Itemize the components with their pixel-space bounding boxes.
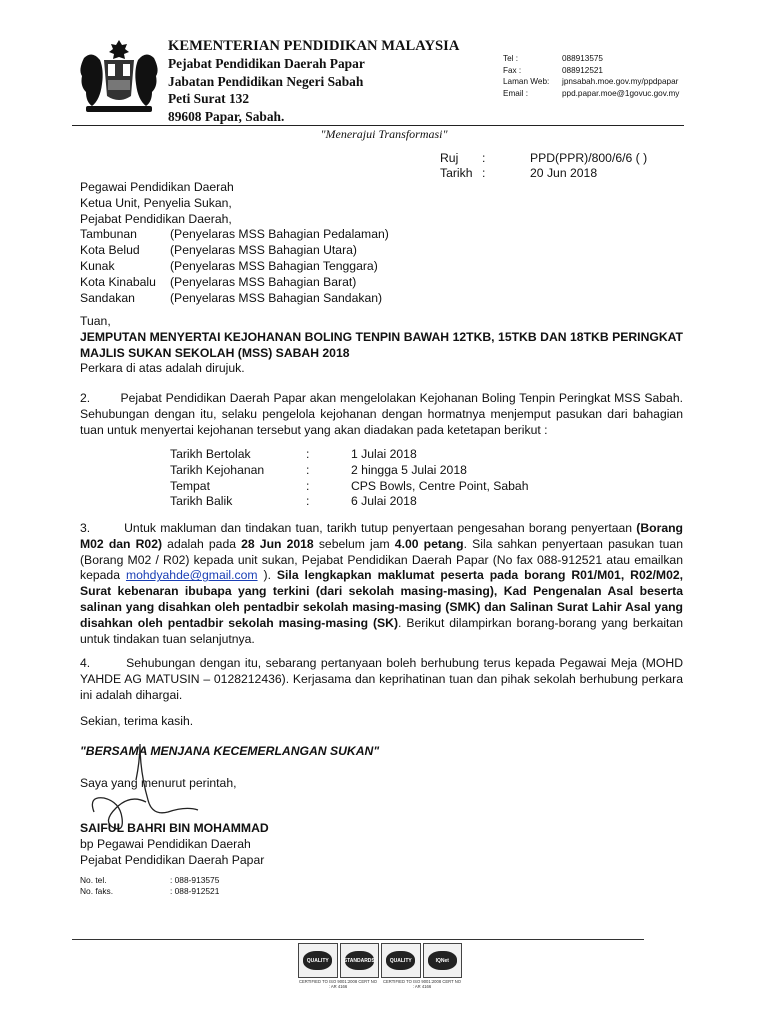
para3-bold: (Borang M02 dan R02) [80, 521, 683, 551]
schedule-label: Tempat [170, 478, 210, 493]
postal-address: 89608 Papar, Sabah. [168, 108, 285, 124]
schedule-value: 2 hingga 5 Julai 2018 [351, 462, 467, 477]
paragraph-2: 2. Pejabat Pendidikan Daerah Papar akan mengelolakan Kejohanan Boling Tenpin Peringkat MSS Sabah. Sehubungan dengan itu, selaku pengelola kejohanan dengan hormatnya menjemput pasukan dari bahagian tuan untuk menyertai kejohanan tersebut yang akan diadakan pada ketetapan berikut : [80, 391, 683, 437]
web-label: Laman Web: [503, 77, 550, 87]
district-place: Sandakan [80, 290, 135, 305]
department-name: Jabatan Pendidikan Negeri Sabah [168, 73, 364, 89]
reference-block [440, 151, 647, 181]
email-link[interactable]: mohdyahde@gmail.com [125, 568, 258, 583]
district-row [80, 243, 389, 259]
cert-badge-text: QUALITY [306, 957, 329, 964]
schedule-row [170, 479, 529, 495]
tarikh-colon: : [482, 166, 486, 180]
tarikh-label: Tarikh [440, 166, 473, 180]
district-role: (Penyelaras MSS Bahagian Sandakan) [170, 290, 383, 305]
recipient-line: Ketua Unit, Penyelia Sukan, [80, 195, 232, 210]
schedule-label: Tarikh Balik [170, 494, 233, 509]
schedule-colon: : [306, 462, 310, 477]
district-role: (Penyelaras MSS Bahagian Barat) [170, 274, 357, 289]
cert-badge [423, 943, 463, 978]
tarikh-value: 20 Jun 2018 [530, 166, 598, 180]
certification-logos [298, 943, 462, 978]
para3-text: . Sila sahkan penyertaan pasukan tuan (Borang M02 / R02) kepada unit sukan, Pejabat Pendidikan Daerah Papar (No fax 088-912521 atau emailkan kepada [80, 536, 683, 583]
signatory-block [80, 821, 683, 868]
fax-value: 088912521 [562, 65, 603, 75]
obey-line: Saya yang menurut perintah, [80, 776, 237, 790]
recipient-line: Pejabat Pendidikan Daerah, [80, 211, 232, 226]
schedule-row [170, 494, 529, 510]
paragraph-3 [80, 521, 683, 647]
schedule-colon: : [306, 494, 310, 509]
district-place: Kunak [80, 258, 115, 273]
signatory-title: bp Pegawai Pendidikan Daerah [80, 836, 251, 851]
footer-divider [72, 939, 644, 940]
schedule-colon: : [306, 447, 310, 461]
cert-text-right: CERTIFIED TO ISO 9001:2008 CERT NO : AR 4166 [382, 979, 462, 989]
cert-badge [340, 943, 380, 978]
web-value: jpnsabah.moe.gov.my/ppdpapar [562, 77, 679, 87]
district-row [80, 291, 389, 307]
schedule-value: 1 Julai 2018 [351, 447, 417, 461]
header-divider [72, 125, 684, 126]
cert-badge-text: IQNet [435, 957, 449, 964]
district-row [80, 275, 389, 291]
fax-label: No. faks. [80, 885, 114, 896]
para3-text: adalah pada [162, 536, 242, 551]
district-role: (Penyelaras MSS Bahagian Tenggara) [170, 258, 378, 273]
schedule-row [170, 463, 529, 479]
deadline-date: 28 Jun 2018 [241, 536, 314, 551]
letter-subject: JEMPUTAN MENYERTAI KEJOHANAN BOLING TENPIN BAWAH 12TKB, 15TKB DAN 18TKB PERINGKAT MAJLIS SUKAN SEKOLAH (MSS) SABAH 2018 [80, 329, 683, 360]
schedule-colon: : [306, 478, 310, 493]
referral-line: Perkara di atas adalah dirujuk. [80, 361, 245, 376]
deadline-time: 4.00 petang [394, 536, 464, 551]
cert-badge [298, 943, 338, 978]
contact-block [503, 53, 679, 99]
salutation: Tuan, [80, 314, 111, 328]
tel-label: No. tel. [80, 875, 107, 885]
tel-value: : 088-913575 [170, 875, 220, 885]
signatory-office: Pejabat Pendidikan Daerah Papar [80, 852, 265, 867]
tel-value: 088913575 [562, 54, 603, 63]
coat-of-arms-logo [74, 38, 164, 118]
motto: "Menerajui Transformasi" [320, 127, 448, 141]
para3-bold: Sila lengkapkan maklumat peserta pada borang R01/M01, R02/M02, Surat kebenaran ibubapa yang terkini (dari sekolah masing-masing), Kad Pengenalan Asal beserta salinan yang disahkan oleh pentadbir sekolah masing-masing (SMK) dan Salinan Surat Lahir Asal yang disahkan oleh pentadbir sekolah masing-masing (SK) [80, 568, 684, 630]
fax-label: Fax : [503, 65, 522, 75]
ruj-label: Ruj [440, 151, 459, 165]
schedule-row [170, 447, 529, 463]
letterhead [168, 38, 459, 125]
email-label: Email : [503, 88, 529, 98]
schedule-value: CPS Bowls, Centre Point, Sabah [351, 478, 529, 493]
ministry-name: KEMENTERIAN PENDIDIKAN MALAYSIA [168, 38, 460, 54]
para3-text: 3. Untuk makluman dan tindakan tuan, tarikh tutup penyertaan pengesahan borang penyertaan [80, 521, 637, 535]
district-row [80, 227, 389, 243]
tel-label: Tel : [503, 54, 519, 63]
schedule-label: Tarikh Bertolak [170, 447, 251, 461]
para3-text: ). [257, 568, 277, 583]
office-name: Pejabat Pendidikan Daerah Papar [168, 56, 365, 72]
signatory-contacts [80, 875, 219, 897]
po-box: Peti Surat 132 [168, 91, 250, 107]
recipient-line: Pegawai Pendidikan Daerah [80, 180, 234, 194]
cert-badge [381, 943, 421, 978]
ruj-value: PPD(PPR)/800/6/6 ( ) [530, 151, 648, 165]
paragraph-4: 4. Sehubungan dengan itu, sebarang pertanyaan boleh berhubung terus kepada Pegawai Meja (MOHD YAHDE AG MATUSIN – 0128212436). Kerjasama dan keprihatinan tuan dan pihak sekolah berhubung perkara ini adalah dihargai. [80, 656, 683, 702]
slogan: "BERSAMA MENJANA KECEMERLANGAN SUKAN" [80, 744, 380, 758]
schedule-value: 6 Julai 2018 [351, 494, 417, 509]
cert-badge-text: STANDARDS [343, 957, 375, 964]
district-role: (Penyelaras MSS Bahagian Utara) [170, 243, 357, 258]
district-place: Kota Kinabalu [80, 274, 156, 289]
para3-text: . Berikut dilampirkan borang-borang yang berkaitan untuk tindakan tuan selanjutnya. [80, 615, 684, 646]
certification-text [298, 979, 462, 989]
email-value: ppd.papar.moe@1govuc.gov.my [562, 88, 680, 98]
letter-opening [80, 314, 683, 377]
district-place: Tambunan [80, 227, 137, 242]
signatory-name: SAIFUL BAHRI BIN MOHAMMAD [80, 821, 269, 835]
district-row [80, 259, 389, 275]
cert-text-left: CERTIFIED TO ISO 9001:2008 CERT NO : AR 4166 [298, 979, 378, 989]
schedule-table [170, 447, 529, 510]
schedule-label: Tarikh Kejohanan [170, 462, 265, 477]
district-place: Kota Belud [80, 243, 140, 258]
cert-badge-text: QUALITY [389, 957, 412, 964]
ruj-colon: : [482, 151, 486, 165]
fax-value: : 088-912521 [170, 885, 220, 896]
para3-text: sebelum jam [313, 536, 395, 551]
recipient-block [80, 180, 389, 306]
closing: Sekian, terima kasih. [80, 714, 194, 728]
district-role: (Penyelaras MSS Bahagian Pedalaman) [170, 227, 389, 242]
